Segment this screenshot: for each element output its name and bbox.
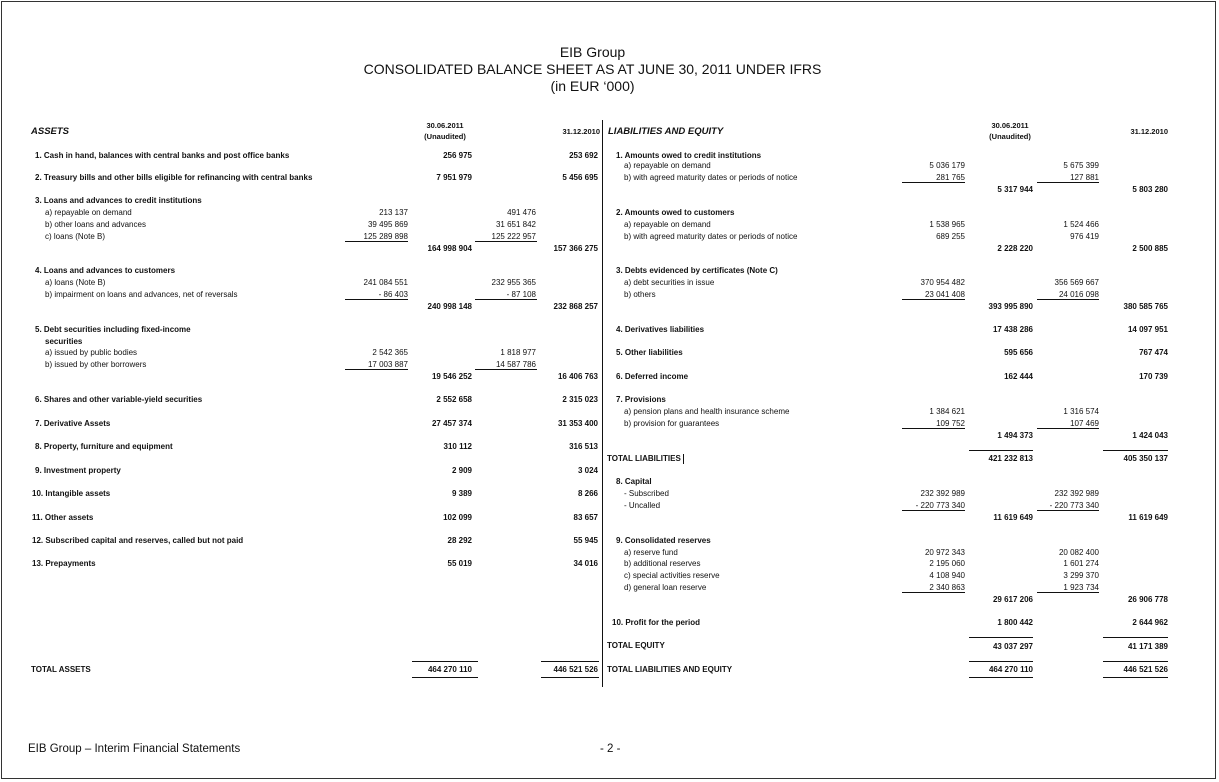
liab-subvalue: 4 108 940 bbox=[929, 571, 965, 580]
total-rule bbox=[541, 677, 599, 678]
asset-subvalue: 125 222 957 bbox=[491, 232, 536, 241]
liab-col1-note: (Unaudited) bbox=[989, 132, 1031, 141]
asset-subvalue: 14 587 786 bbox=[495, 360, 536, 369]
asset-value: 16 406 763 bbox=[557, 372, 598, 381]
liab-value: 595 656 bbox=[1004, 348, 1033, 357]
liab-sublabel: a) debt securities in issue bbox=[624, 278, 715, 287]
asset-sublabel: a) repayable on demand bbox=[45, 208, 132, 217]
liab-label: 3. Debts evidenced by certificates (Note C) bbox=[616, 266, 778, 275]
asset-subvalue: 1 818 977 bbox=[500, 348, 536, 357]
asset-label: 12. Subscribed capital and reserves, called but not paid bbox=[32, 536, 244, 545]
liab-label: 10. Profit for the period bbox=[612, 618, 701, 627]
asset-subvalue: 232 955 365 bbox=[491, 278, 536, 287]
asset-value: 2 315 023 bbox=[562, 395, 598, 404]
subtotal-rule bbox=[902, 182, 965, 183]
liab-col1-header bbox=[975, 120, 1045, 142]
total-rule bbox=[969, 661, 1033, 662]
total-rule bbox=[1103, 450, 1168, 451]
liab-subvalue: 232 392 989 bbox=[1054, 489, 1099, 498]
asset-value: 2 909 bbox=[451, 466, 472, 475]
total-equity-label: TOTAL EQUITY bbox=[607, 641, 665, 650]
total-rule bbox=[541, 661, 599, 662]
liab-value: 393 995 890 bbox=[988, 302, 1033, 311]
liab-sublabel: b) provision for guarantees bbox=[624, 419, 720, 428]
liab-subvalue: 20 082 400 bbox=[1058, 548, 1099, 557]
assets-col1-date: 30.06.2011 bbox=[426, 121, 464, 130]
subtotal-rule bbox=[902, 428, 965, 429]
document-title: EIB Group bbox=[559, 44, 626, 60]
assets-col1-header bbox=[410, 120, 480, 142]
asset-subvalue: 39 495 869 bbox=[367, 220, 408, 229]
subtotal-rule bbox=[475, 241, 537, 242]
liab-subvalue: 23 041 408 bbox=[924, 290, 965, 299]
liab-subvalue: 1 524 466 bbox=[1063, 220, 1099, 229]
total-rule bbox=[969, 637, 1033, 638]
liab-subvalue: - 220 773 340 bbox=[1049, 501, 1099, 510]
liab-sublabel: d) general loan reserve bbox=[624, 583, 707, 592]
total-liabilities-label: TOTAL LIABILITIES bbox=[607, 454, 684, 464]
liab-sublabel: b) additional reserves bbox=[624, 559, 701, 568]
asset-label: 6. Shares and other variable-yield securities bbox=[35, 395, 203, 404]
asset-value: 157 366 275 bbox=[553, 244, 598, 253]
asset-label: 1. Cash in hand, balances with central banks and post office banks bbox=[35, 151, 290, 160]
subtotal-rule bbox=[902, 510, 965, 511]
subtotal-rule bbox=[1037, 510, 1099, 511]
liab-subvalue: 20 972 343 bbox=[924, 548, 965, 557]
asset-value: 83 657 bbox=[573, 513, 598, 522]
asset-subvalue: 241 084 551 bbox=[363, 278, 408, 287]
liab-value: 1 800 442 bbox=[997, 618, 1033, 627]
assets-col2-date: 31.12.2010 bbox=[562, 127, 600, 136]
assets-heading: ASSETS bbox=[31, 126, 70, 137]
liab-sublabel: a) repayable on demand bbox=[624, 161, 711, 170]
liab-value: 162 444 bbox=[1004, 372, 1033, 381]
document-subtitle: CONSOLIDATED BALANCE SHEET AS AT JUNE 30, 2011 UNDER IFRS bbox=[363, 61, 822, 77]
liab-label: 6. Deferred income bbox=[616, 372, 689, 381]
total-rule bbox=[969, 677, 1033, 678]
liab-sublabel: a) reserve fund bbox=[624, 548, 678, 557]
document-unit: (in EUR ‘000) bbox=[550, 78, 635, 94]
asset-subvalue: - 87 108 bbox=[506, 290, 536, 299]
liab-value: 11 619 649 bbox=[993, 513, 1033, 522]
liab-label: 1. Amounts owed to credit institutions bbox=[616, 151, 762, 160]
liab-subvalue: 1 601 274 bbox=[1063, 559, 1099, 568]
liab-label: 7. Provisions bbox=[616, 395, 666, 404]
liab-sublabel: - Subscribed bbox=[624, 489, 669, 498]
asset-label: 13. Prepayments bbox=[32, 559, 96, 568]
liab-subvalue: 24 016 098 bbox=[1058, 290, 1099, 299]
subtotal-rule bbox=[1037, 592, 1099, 593]
subtotal-rule bbox=[475, 299, 537, 300]
liab-subvalue: 109 752 bbox=[936, 419, 965, 428]
liab-subvalue: 689 255 bbox=[936, 232, 965, 241]
liab-subvalue: 5 675 399 bbox=[1063, 161, 1099, 170]
liab-value: 5 803 280 bbox=[1132, 185, 1168, 194]
liab-subvalue: 232 392 989 bbox=[920, 489, 965, 498]
total-le-label: TOTAL LIABILITIES AND EQUITY bbox=[607, 665, 733, 674]
liab-subvalue: 2 340 863 bbox=[929, 583, 965, 592]
liab-value: 1 494 373 bbox=[997, 431, 1033, 440]
liab-value: 11 619 649 bbox=[1128, 513, 1168, 522]
liab-col1-date: 30.06.2011 bbox=[991, 121, 1029, 130]
asset-value: 7 951 979 bbox=[436, 173, 472, 182]
liab-value: 2 644 962 bbox=[1132, 618, 1168, 627]
asset-subvalue: - 86 403 bbox=[378, 290, 408, 299]
liab-col2-date: 31.12.2010 bbox=[1130, 127, 1168, 136]
asset-label: 2. Treasury bills and other bills eligible for refinancing with central banks bbox=[35, 173, 313, 182]
asset-subvalue: 125 289 898 bbox=[363, 232, 408, 241]
asset-value: 5 456 695 bbox=[562, 173, 598, 182]
liab-label: 8. Capital bbox=[616, 477, 652, 486]
asset-value: 55 019 bbox=[447, 559, 472, 568]
liab-value: 26 906 778 bbox=[1127, 595, 1168, 604]
subtotal-rule bbox=[1037, 299, 1099, 300]
liab-subvalue: 107 469 bbox=[1070, 419, 1099, 428]
liab-sublabel: a) pension plans and health insurance scheme bbox=[624, 407, 790, 416]
subtotal-rule bbox=[1037, 428, 1099, 429]
liab-value: 2 500 885 bbox=[1132, 244, 1168, 253]
assets-col1-note: (Unaudited) bbox=[424, 132, 466, 141]
liab-subvalue: 3 299 370 bbox=[1063, 571, 1099, 580]
liab-subvalue: 5 036 179 bbox=[929, 161, 965, 170]
asset-value: 19 546 252 bbox=[431, 372, 472, 381]
asset-value: 27 457 374 bbox=[431, 419, 472, 428]
asset-label: 5. Debt securities including fixed-income bbox=[35, 325, 191, 334]
asset-value: 2 552 658 bbox=[436, 395, 472, 404]
total-rule bbox=[412, 677, 478, 678]
total-liabilities-value: 405 350 137 bbox=[1123, 454, 1168, 463]
liab-sublabel: - Uncalled bbox=[624, 501, 661, 510]
asset-value: 232 868 257 bbox=[553, 302, 598, 311]
liab-label: 9. Consolidated reserves bbox=[616, 536, 711, 545]
asset-label: 9. Investment property bbox=[35, 466, 121, 475]
asset-value: 34 016 bbox=[573, 559, 598, 568]
subtotal-rule bbox=[1037, 182, 1099, 183]
liab-subvalue: 976 419 bbox=[1070, 232, 1099, 241]
asset-label: 4. Loans and advances to customers bbox=[35, 266, 176, 275]
liab-subvalue: 1 538 965 bbox=[929, 220, 965, 229]
liab-value: 17 438 286 bbox=[992, 325, 1033, 334]
total-assets-value: 446 521 526 bbox=[553, 665, 598, 674]
asset-subvalue: 491 476 bbox=[507, 208, 536, 217]
liab-subvalue: 1 384 621 bbox=[929, 407, 965, 416]
asset-label-cont: securities bbox=[45, 337, 83, 346]
liab-subvalue: 370 954 482 bbox=[920, 278, 965, 287]
subtotal-rule bbox=[475, 369, 537, 370]
liab-value: 1 424 043 bbox=[1132, 431, 1168, 440]
column-divider bbox=[602, 120, 603, 687]
liab-subvalue: 2 195 060 bbox=[929, 559, 965, 568]
footer-left: EIB Group – Interim Financial Statements bbox=[28, 743, 241, 755]
liab-subvalue: 356 569 667 bbox=[1054, 278, 1099, 287]
subtotal-rule bbox=[345, 299, 408, 300]
total-rule bbox=[1103, 637, 1168, 638]
liab-sublabel: b) with agreed maturity dates or periods of notice bbox=[624, 232, 798, 241]
asset-value: 8 266 bbox=[577, 489, 598, 498]
liab-subvalue: 281 765 bbox=[936, 173, 965, 182]
total-rule bbox=[1103, 661, 1168, 662]
liab-value: 767 474 bbox=[1139, 348, 1168, 357]
asset-value: 256 975 bbox=[443, 151, 472, 160]
asset-label: 8. Property, furniture and equipment bbox=[35, 442, 173, 451]
total-rule bbox=[412, 661, 478, 662]
liab-value: 380 585 765 bbox=[1123, 302, 1168, 311]
subtotal-rule bbox=[902, 592, 965, 593]
liab-subvalue: 127 881 bbox=[1070, 173, 1099, 182]
subtotal-rule bbox=[345, 369, 408, 370]
asset-label: 3. Loans and advances to credit institutions bbox=[35, 196, 202, 205]
liab-label: 2. Amounts owed to customers bbox=[616, 208, 735, 217]
subtotal-rule bbox=[902, 299, 965, 300]
liab-subvalue: - 220 773 340 bbox=[915, 501, 965, 510]
asset-label: 11. Other assets bbox=[32, 513, 94, 522]
liab-value: 5 317 944 bbox=[997, 185, 1033, 194]
asset-sublabel: a) loans (Note B) bbox=[45, 278, 106, 287]
asset-sublabel: b) issued by other borrowers bbox=[45, 360, 147, 369]
liab-sublabel: b) with agreed maturity dates or periods of notice bbox=[624, 173, 798, 182]
total-le-value: 464 270 110 bbox=[988, 665, 1033, 674]
liab-sublabel: c) special activities reserve bbox=[624, 571, 720, 580]
asset-sublabel: a) issued by public bodies bbox=[45, 348, 138, 357]
asset-subvalue: 213 137 bbox=[379, 208, 408, 217]
liab-subvalue: 1 316 574 bbox=[1063, 407, 1099, 416]
total-liabilities-value: 421 232 813 bbox=[988, 454, 1033, 463]
asset-value: 240 998 148 bbox=[427, 302, 472, 311]
total-assets-label: TOTAL ASSETS bbox=[31, 665, 91, 674]
total-rule bbox=[1103, 677, 1168, 678]
asset-label: 10. Intangible assets bbox=[32, 489, 111, 498]
asset-subvalue: 31 651 842 bbox=[495, 220, 536, 229]
liab-label: 5. Other liabilities bbox=[616, 348, 683, 357]
total-rule bbox=[969, 450, 1033, 451]
total-equity-value: 41 171 389 bbox=[1127, 642, 1168, 651]
asset-value: 102 099 bbox=[443, 513, 472, 522]
asset-value: 164 998 904 bbox=[427, 244, 472, 253]
asset-value: 28 292 bbox=[447, 536, 472, 545]
asset-value: 31 353 400 bbox=[557, 419, 598, 428]
asset-sublabel: c) loans (Note B) bbox=[45, 232, 106, 241]
page-number: - 2 - bbox=[600, 743, 621, 755]
total-equity-value: 43 037 297 bbox=[992, 642, 1033, 651]
liab-label: 4. Derivatives liabilities bbox=[616, 325, 705, 334]
asset-value: 9 389 bbox=[451, 489, 472, 498]
liab-sublabel: a) repayable on demand bbox=[624, 220, 711, 229]
total-assets-value: 464 270 110 bbox=[427, 665, 472, 674]
liab-value: 14 097 951 bbox=[1127, 325, 1168, 334]
liabilities-heading: LIABILITIES AND EQUITY bbox=[608, 126, 724, 137]
asset-label: 7. Derivative Assets bbox=[35, 419, 111, 428]
liab-sublabel: b) others bbox=[624, 290, 656, 299]
asset-sublabel: b) other loans and advances bbox=[45, 220, 146, 229]
asset-value: 3 024 bbox=[577, 466, 598, 475]
liab-value: 170 739 bbox=[1139, 372, 1168, 381]
liab-value: 2 228 220 bbox=[997, 244, 1033, 253]
asset-subvalue: 17 003 887 bbox=[367, 360, 408, 369]
asset-value: 253 692 bbox=[569, 151, 598, 160]
subtotal-rule bbox=[345, 241, 408, 242]
liab-value: 29 617 206 bbox=[992, 595, 1033, 604]
page-frame bbox=[1, 1, 1216, 779]
asset-value: 316 513 bbox=[569, 442, 598, 451]
asset-value: 310 112 bbox=[443, 442, 472, 451]
total-le-value: 446 521 526 bbox=[1123, 665, 1168, 674]
liab-subvalue: 1 923 734 bbox=[1063, 583, 1099, 592]
asset-value: 55 945 bbox=[573, 536, 598, 545]
asset-sublabel: b) impairment on loans and advances, net of reversals bbox=[45, 290, 238, 299]
asset-subvalue: 2 542 365 bbox=[372, 348, 408, 357]
